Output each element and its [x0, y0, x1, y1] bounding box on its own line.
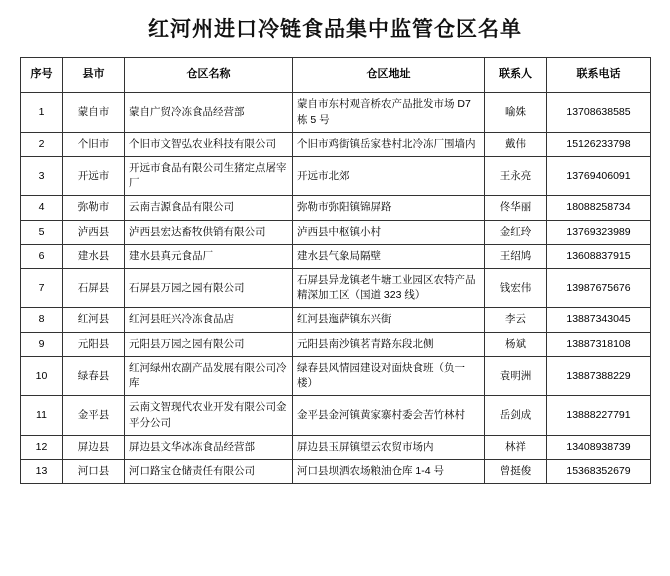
cell-warehouse-name: 红河绿州农副产品发展有限公司冷库	[125, 356, 293, 395]
cell-contact-phone: 18088258734	[547, 196, 651, 220]
cell-contact-person: 佟华丽	[485, 196, 547, 220]
table-body	[21, 93, 651, 484]
table-row	[21, 93, 651, 132]
table-row	[21, 269, 651, 308]
cell-warehouse-address: 金平县金河镇黄家寨村委会苦竹林村	[293, 396, 485, 435]
page-title: 红河州进口冷链食品集中监管仓区名单	[148, 17, 522, 41]
cell-contact-person: 王永亮	[485, 156, 547, 195]
cell-warehouse-name: 河口路宝仓储责任有限公司	[125, 460, 293, 484]
cell-county: 金平县	[63, 396, 125, 435]
cell-warehouse-name: 开远市食品有限公司生猪定点屠宰厂	[125, 156, 293, 195]
cell-contact-phone: 13608837915	[547, 244, 651, 268]
cell-warehouse-address: 元阳县南沙镇茗青路东段北侧	[293, 332, 485, 356]
cell-contact-phone: 13708638585	[547, 93, 651, 132]
cell-index: 8	[21, 308, 63, 332]
cell-contact-person: 喻姝	[485, 93, 547, 132]
column-header-county: 县市	[63, 58, 125, 93]
table-row	[21, 396, 651, 435]
cell-warehouse-name: 元阳县万园之园有限公司	[125, 332, 293, 356]
cell-county: 红河县	[63, 308, 125, 332]
cell-contact-phone: 15368352679	[547, 460, 651, 484]
cell-contact-person: 杨斌	[485, 332, 547, 356]
column-header-warehouse-name: 仓区名称	[125, 58, 293, 93]
cell-warehouse-address: 建水县气象局隔壁	[293, 244, 485, 268]
cell-contact-person: 林祥	[485, 435, 547, 459]
cell-contact-phone: 13408938739	[547, 435, 651, 459]
cell-county: 蒙自市	[63, 93, 125, 132]
table-header-row	[21, 58, 651, 93]
cell-index: 2	[21, 132, 63, 156]
cell-index: 3	[21, 156, 63, 195]
cell-warehouse-address: 泸西县中枢镇小村	[293, 220, 485, 244]
cell-contact-phone: 13987675676	[547, 269, 651, 308]
cell-county: 弥勒市	[63, 196, 125, 220]
cell-index: 13	[21, 460, 63, 484]
column-header-contact-person: 联系人	[485, 58, 547, 93]
cell-county: 绿春县	[63, 356, 125, 395]
cell-county: 石屏县	[63, 269, 125, 308]
cell-warehouse-name: 建水县真元食品厂	[125, 244, 293, 268]
cell-index: 11	[21, 396, 63, 435]
cell-contact-phone: 13769323989	[547, 220, 651, 244]
cell-warehouse-address: 河口县坝洒农场粮油仓库 1-4 号	[293, 460, 485, 484]
cell-warehouse-name: 屏边县文华冰冻食品经营部	[125, 435, 293, 459]
table-row	[21, 156, 651, 195]
cell-county: 泸西县	[63, 220, 125, 244]
table-row	[21, 460, 651, 484]
cell-warehouse-name: 云南文智现代农业开发有限公司金平分公司	[125, 396, 293, 435]
cell-index: 5	[21, 220, 63, 244]
cell-warehouse-address: 屏边县玉屏镇望云农贸市场内	[293, 435, 485, 459]
cell-contact-phone: 15126233798	[547, 132, 651, 156]
cell-warehouse-address: 开远市北郊	[293, 156, 485, 195]
cell-contact-phone: 13769406091	[547, 156, 651, 195]
table-row	[21, 332, 651, 356]
table-row	[21, 132, 651, 156]
cell-index: 1	[21, 93, 63, 132]
cell-county: 河口县	[63, 460, 125, 484]
cell-warehouse-name: 个旧市文智弘农业科技有限公司	[125, 132, 293, 156]
cell-warehouse-name: 云南吉源食品有限公司	[125, 196, 293, 220]
cell-warehouse-address: 绿春县风情园建设对面炔食班（负一楼）	[293, 356, 485, 395]
cell-index: 9	[21, 332, 63, 356]
cell-index: 10	[21, 356, 63, 395]
cell-county: 建水县	[63, 244, 125, 268]
table-row	[21, 356, 651, 395]
cell-contact-person: 金红玲	[485, 220, 547, 244]
cell-contact-person: 钱宏伟	[485, 269, 547, 308]
cell-contact-person: 王绍鸠	[485, 244, 547, 268]
cell-warehouse-name: 石屏县万园之园有限公司	[125, 269, 293, 308]
cell-county: 元阳县	[63, 332, 125, 356]
cell-warehouse-address: 弥勒市弥阳镇锦屏路	[293, 196, 485, 220]
cell-contact-person: 曾挺俊	[485, 460, 547, 484]
table-header	[21, 58, 651, 93]
cell-county: 个旧市	[63, 132, 125, 156]
cell-contact-person: 李云	[485, 308, 547, 332]
cell-warehouse-address: 蒙自市东村观音桥农产品批发市场 D7 栋 5 号	[293, 93, 485, 132]
column-header-contact-phone: 联系电话	[547, 58, 651, 93]
column-header-warehouse-address: 仓区地址	[293, 58, 485, 93]
cell-county: 屏边县	[63, 435, 125, 459]
cell-warehouse-name: 红河县旺兴冷冻食品店	[125, 308, 293, 332]
regulatory-warehouse-table	[20, 57, 651, 484]
cell-contact-person: 袁明洲	[485, 356, 547, 395]
column-header-index: 序号	[21, 58, 63, 93]
table-row	[21, 435, 651, 459]
table-row	[21, 196, 651, 220]
table-row	[21, 220, 651, 244]
cell-index: 6	[21, 244, 63, 268]
cell-contact-person: 岳剑成	[485, 396, 547, 435]
cell-warehouse-name: 泸西县宏达畜牧供销有限公司	[125, 220, 293, 244]
cell-warehouse-address: 个旧市鸡街镇岳家巷村北冷冻厂围墙内	[293, 132, 485, 156]
cell-contact-person: 戴伟	[485, 132, 547, 156]
cell-warehouse-address: 红河县迤萨镇东兴街	[293, 308, 485, 332]
cell-contact-phone: 13888227791	[547, 396, 651, 435]
cell-index: 12	[21, 435, 63, 459]
table-row	[21, 244, 651, 268]
table-row	[21, 308, 651, 332]
cell-warehouse-address: 石屏县异龙镇老牛塘工业园区农特产品精深加工区（国道 323 线）	[293, 269, 485, 308]
cell-contact-phone: 13887343045	[547, 308, 651, 332]
cell-contact-phone: 13887388229	[547, 356, 651, 395]
cell-index: 4	[21, 196, 63, 220]
cell-warehouse-name: 蒙自广贸冷冻食品经营部	[125, 93, 293, 132]
cell-contact-phone: 13887318108	[547, 332, 651, 356]
cell-county: 开远市	[63, 156, 125, 195]
cell-index: 7	[21, 269, 63, 308]
